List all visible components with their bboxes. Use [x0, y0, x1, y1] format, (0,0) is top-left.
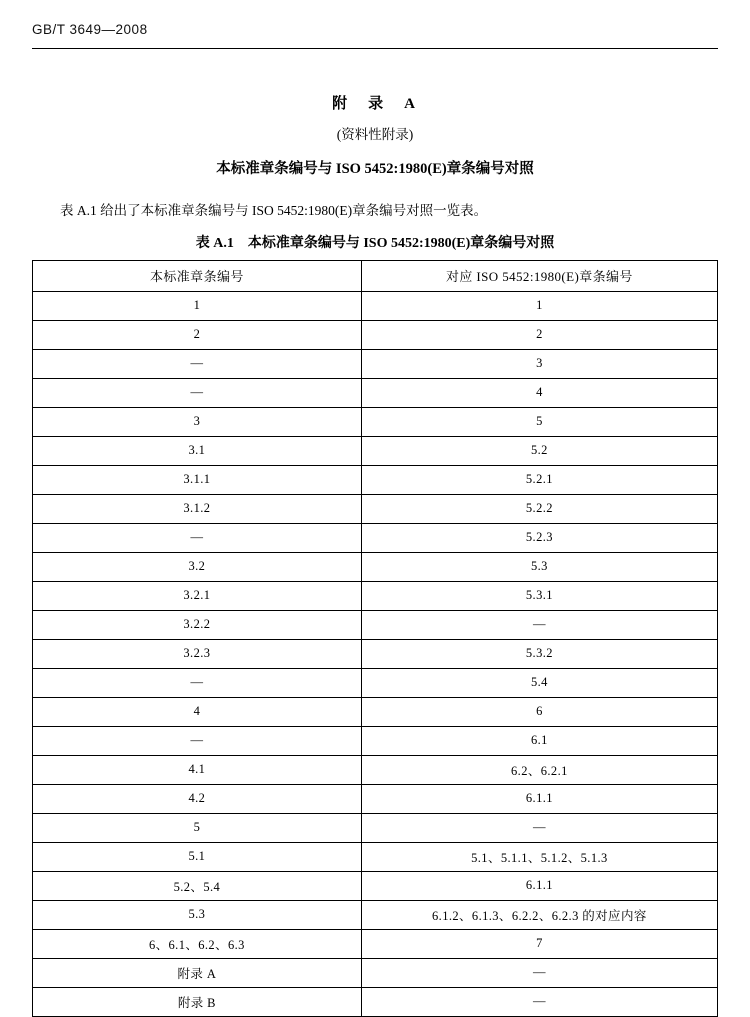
cell-local-clause: — [33, 378, 362, 407]
cell-local-clause: 5 [33, 813, 362, 842]
cell-iso-clause: 6 [361, 697, 717, 726]
cell-local-clause: 3.1 [33, 436, 362, 465]
table-row [33, 987, 718, 1016]
cell-local-clause: 5.2、5.4 [33, 871, 362, 900]
cell-iso-clause: 6.2、6.2.1 [361, 755, 717, 784]
table-row [33, 755, 718, 784]
document-content [32, 92, 718, 1017]
cell-iso-clause: 5.3 [361, 552, 717, 581]
column-header-iso-clause: 对应 ISO 5452:1980(E)章条编号 [361, 260, 717, 291]
cell-local-clause: 4.2 [33, 784, 362, 813]
table-row [33, 929, 718, 958]
cell-local-clause: 3.2.3 [33, 639, 362, 668]
cell-iso-clause: — [361, 987, 717, 1016]
cell-iso-clause: 6.1.2、6.1.3、6.2.2、6.2.3 的对应内容 [361, 900, 717, 929]
table-header-row [33, 260, 718, 291]
cell-iso-clause: 5.2 [361, 436, 717, 465]
cell-iso-clause: 2 [361, 320, 717, 349]
annex-title: 附 录 A [332, 96, 418, 112]
cell-iso-clause: 5.3.2 [361, 639, 717, 668]
cell-iso-clause: 5.4 [361, 668, 717, 697]
table-row [33, 784, 718, 813]
cell-local-clause: — [33, 523, 362, 552]
table-row [33, 320, 718, 349]
table-row [33, 465, 718, 494]
table-row [33, 639, 718, 668]
cell-local-clause: 3.1.1 [33, 465, 362, 494]
table-row [33, 668, 718, 697]
table-header [33, 260, 718, 291]
cell-iso-clause: 1 [361, 291, 717, 320]
cell-local-clause: 5.3 [33, 900, 362, 929]
cell-iso-clause: — [361, 813, 717, 842]
cell-iso-clause: 5.1、5.1.1、5.1.2、5.1.3 [361, 842, 717, 871]
cell-local-clause: 2 [33, 320, 362, 349]
annex-subtitle: (资料性附录) [336, 127, 414, 142]
cell-iso-clause: 3 [361, 349, 717, 378]
table-row [33, 494, 718, 523]
cell-local-clause: 5.1 [33, 842, 362, 871]
annex-heading: 本标准章条编号与 ISO 5452:1980(E)章条编号对照 [216, 161, 534, 177]
cell-iso-clause: 5.3.1 [361, 581, 717, 610]
table-caption: 表 A.1 本标准章条编号与 ISO 5452:1980(E)章条编号对照 [195, 235, 555, 251]
cell-local-clause: 6、6.1、6.2、6.3 [33, 929, 362, 958]
cell-iso-clause: 4 [361, 378, 717, 407]
column-header-local-clause: 本标准章条编号 [33, 260, 362, 291]
cell-iso-clause: 7 [361, 929, 717, 958]
cell-local-clause: — [33, 349, 362, 378]
table-row [33, 523, 718, 552]
cell-local-clause: 1 [33, 291, 362, 320]
cell-local-clause: 3.2 [33, 552, 362, 581]
cell-iso-clause: — [361, 958, 717, 987]
header-divider [32, 48, 718, 49]
table-row [33, 378, 718, 407]
cell-local-clause: — [33, 726, 362, 755]
table-row [33, 407, 718, 436]
cell-iso-clause: — [361, 610, 717, 639]
table-row [33, 552, 718, 581]
cell-iso-clause: 5 [361, 407, 717, 436]
clause-comparison-table [32, 260, 718, 1017]
page-header-standard-number: GB/T 3649—2008 [32, 22, 148, 37]
cell-iso-clause: 6.1.1 [361, 871, 717, 900]
table-row [33, 581, 718, 610]
table-row [33, 842, 718, 871]
cell-iso-clause: 5.2.3 [361, 523, 717, 552]
cell-local-clause: 附录 B [33, 987, 362, 1016]
cell-local-clause: 3.2.1 [33, 581, 362, 610]
table-row [33, 813, 718, 842]
table-row [33, 958, 718, 987]
cell-local-clause: 4.1 [33, 755, 362, 784]
cell-iso-clause: 5.2.1 [361, 465, 717, 494]
cell-iso-clause: 5.2.2 [361, 494, 717, 523]
annex-intro-paragraph: 表 A.1 给出了本标准章条编号与 ISO 5452:1980(E)章条编号对照一览表。 [60, 203, 488, 218]
cell-local-clause: — [33, 668, 362, 697]
cell-local-clause: 3.1.2 [33, 494, 362, 523]
table-row [33, 436, 718, 465]
table-row [33, 349, 718, 378]
table-row [33, 871, 718, 900]
table-row [33, 697, 718, 726]
cell-iso-clause: 6.1.1 [361, 784, 717, 813]
table-row [33, 291, 718, 320]
table-row [33, 900, 718, 929]
table-row [33, 610, 718, 639]
cell-local-clause: 3 [33, 407, 362, 436]
table-row [33, 726, 718, 755]
table-body [33, 291, 718, 1016]
cell-local-clause: 附录 A [33, 958, 362, 987]
cell-iso-clause: 6.1 [361, 726, 717, 755]
cell-local-clause: 3.2.2 [33, 610, 362, 639]
cell-local-clause: 4 [33, 697, 362, 726]
